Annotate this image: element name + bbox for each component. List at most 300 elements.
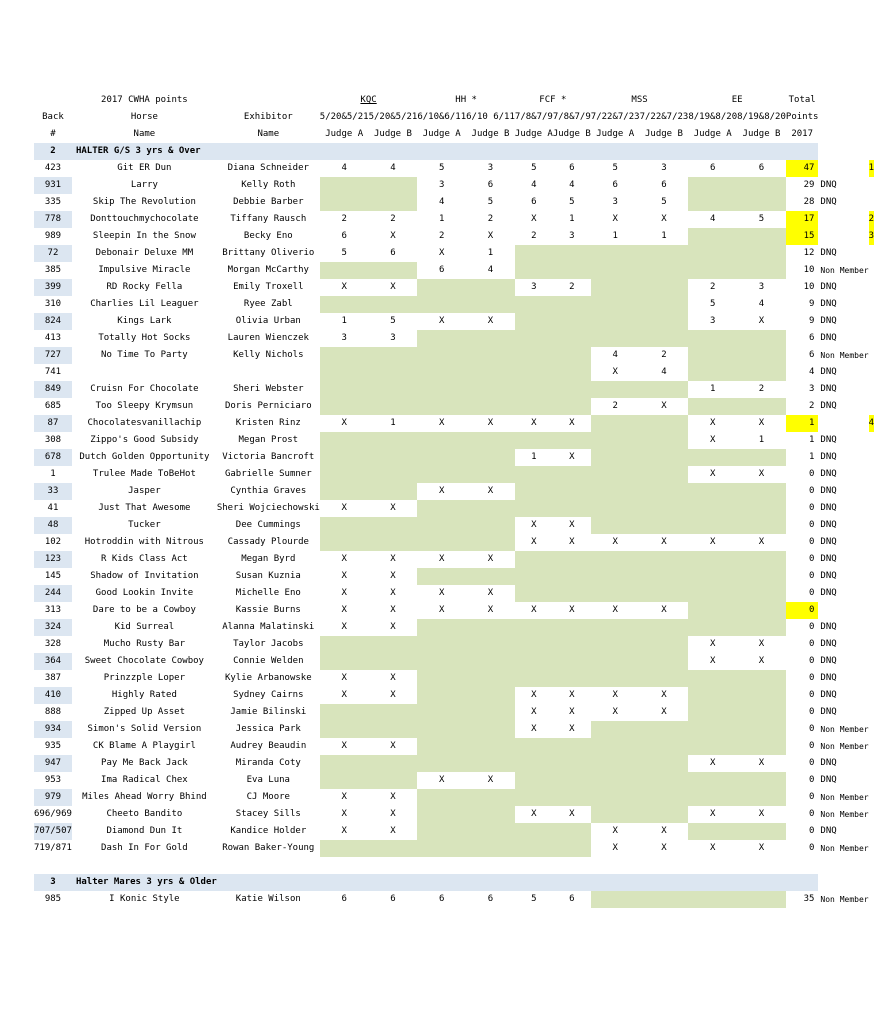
header-cell: EE	[731, 95, 743, 105]
score-cell: 3	[661, 163, 667, 173]
score-cell	[591, 245, 640, 262]
score-cell	[515, 381, 553, 398]
rank-cell	[869, 721, 874, 738]
score-cell: 2	[390, 214, 396, 224]
score-cell	[515, 483, 553, 500]
score-cell	[737, 364, 786, 381]
header-row-2	[34, 109, 874, 126]
score-cell	[591, 738, 640, 755]
section-band	[217, 874, 819, 891]
score-cell: 4	[341, 163, 347, 173]
header-cell	[217, 92, 320, 109]
horse-name: R Kids Class Act	[101, 554, 188, 564]
score-cell: X	[390, 809, 396, 819]
score-cell	[553, 262, 591, 279]
score-cell: 3	[612, 197, 618, 207]
total-points: 0	[809, 469, 815, 479]
table-row	[34, 432, 874, 449]
score-cell: X	[531, 809, 537, 819]
score-cell: X	[341, 809, 347, 819]
total-points: 0	[809, 843, 815, 853]
header-cell: 6/10 6/11	[466, 112, 515, 122]
score-cell: X	[612, 690, 618, 700]
score-cell	[640, 245, 689, 262]
back-number: 888	[44, 707, 62, 717]
score-cell: X	[531, 707, 537, 717]
score-cell	[553, 313, 591, 330]
score-cell	[320, 364, 369, 381]
total-points: 15	[786, 228, 819, 245]
score-cell: 1	[569, 214, 575, 224]
score-cell: X	[531, 605, 537, 615]
score-cell: 4	[661, 367, 667, 377]
score-cell: X	[612, 843, 618, 853]
header-row-1	[34, 92, 874, 109]
status-note: DNQ	[820, 826, 837, 836]
total-points: 6	[809, 350, 815, 360]
back-number: 310	[44, 299, 62, 309]
score-cell	[640, 432, 689, 449]
score-cell: 5	[612, 163, 618, 173]
score-cell: X	[710, 758, 716, 768]
total-points: 0	[809, 724, 815, 734]
score-cell	[553, 823, 591, 840]
total-points: 0	[809, 741, 815, 751]
horse-name: Ima Radical Chex	[101, 775, 188, 785]
score-cell: X	[341, 690, 347, 700]
exhibitor-name: Debbie Barber	[233, 197, 304, 207]
score-cell	[553, 432, 591, 449]
score-cell	[688, 585, 737, 602]
table-row	[34, 330, 874, 347]
score-cell: 6	[341, 231, 347, 241]
horse-name: Prinzzple Loper	[103, 673, 186, 683]
score-cell	[591, 653, 640, 670]
rank-cell	[869, 381, 874, 398]
header-cell: 6/10&6/11	[417, 112, 467, 122]
score-cell	[688, 449, 737, 466]
rank-cell	[869, 670, 874, 687]
score-cell	[417, 347, 466, 364]
score-cell	[591, 585, 640, 602]
score-cell: 3	[531, 282, 537, 292]
score-cell	[466, 330, 515, 347]
score-cell	[417, 381, 466, 398]
score-cell	[466, 636, 515, 653]
status-note: Non Member	[820, 351, 869, 360]
section-number: 3	[34, 874, 72, 891]
score-cell	[591, 568, 640, 585]
rank-cell	[869, 279, 874, 296]
score-cell	[688, 789, 737, 806]
status-note: DNQ	[820, 282, 837, 292]
rank-cell	[869, 840, 874, 857]
rank-cell	[869, 313, 874, 330]
rank-cell	[869, 432, 874, 449]
score-cell	[553, 670, 591, 687]
back-number: 989	[44, 231, 62, 241]
score-cell	[417, 806, 466, 823]
score-cell: X	[341, 622, 347, 632]
horse-name: Too Sleepy Krymsun	[95, 401, 194, 411]
score-cell	[640, 653, 689, 670]
score-cell: X	[439, 248, 445, 258]
score-cell: 4	[439, 197, 445, 207]
status-note: DNQ	[820, 707, 837, 717]
score-cell: X	[661, 707, 667, 717]
status-note	[818, 228, 868, 245]
score-cell: X	[569, 707, 575, 717]
score-cell: 2	[487, 214, 494, 224]
status-note: DNQ	[820, 469, 837, 479]
score-cell	[369, 466, 418, 483]
score-cell	[553, 636, 591, 653]
score-cell	[320, 398, 369, 415]
horse-name: Hotroddin with Nitrous	[84, 537, 204, 547]
score-cell	[417, 500, 466, 517]
horse-name: Simon's Solid Version	[87, 724, 202, 734]
score-cell	[515, 551, 553, 568]
horse-name: No Time To Party	[101, 350, 188, 360]
total-points: 0	[809, 571, 815, 581]
exhibitor-name: Kylie Arbanowske	[224, 673, 312, 683]
score-cell: 6	[569, 894, 575, 904]
exhibitor-name: Olivia Urban	[235, 316, 301, 326]
score-cell: X	[341, 554, 347, 564]
score-cell	[737, 721, 786, 738]
score-cell	[737, 262, 786, 279]
section-title: HALTER G/S 3 yrs & Over	[72, 143, 217, 160]
header-cell: Judge A	[693, 129, 732, 139]
score-cell	[640, 721, 689, 738]
status-note: Non Member	[820, 810, 869, 819]
section-header-row	[34, 874, 874, 891]
score-cell	[417, 789, 466, 806]
score-cell	[369, 381, 418, 398]
score-cell: 6	[390, 894, 396, 904]
score-cell	[417, 721, 466, 738]
score-cell	[466, 721, 515, 738]
back-number: 33	[34, 483, 72, 500]
horse-name: Zipped Up Asset	[103, 707, 186, 717]
horse-name: Donttouchmychocolate	[90, 214, 199, 224]
score-cell	[320, 432, 369, 449]
score-cell	[640, 415, 689, 432]
score-cell	[369, 840, 418, 857]
score-cell	[369, 534, 418, 551]
score-cell	[515, 262, 553, 279]
status-note	[818, 602, 868, 619]
score-cell	[417, 670, 466, 687]
back-number: 824	[34, 313, 72, 330]
score-cell	[688, 517, 737, 534]
score-cell: X	[710, 639, 716, 649]
rank-cell	[869, 534, 874, 551]
horse-name: Cruisn For Chocolate	[90, 384, 199, 394]
score-cell: X	[487, 775, 494, 785]
status-note: DNQ	[820, 537, 837, 547]
score-cell	[466, 568, 515, 585]
score-cell	[591, 415, 640, 432]
score-cell	[417, 398, 466, 415]
horse-name: Dash In For Gold	[101, 843, 188, 853]
back-number: 364	[34, 653, 72, 670]
score-cell: 2	[661, 350, 667, 360]
score-cell	[737, 228, 786, 245]
table-row	[34, 738, 874, 755]
horse-name: Sleepin In the Snow	[92, 231, 196, 241]
back-number: 707/507	[34, 823, 72, 840]
status-note: DNQ	[820, 775, 837, 785]
score-cell	[553, 245, 591, 262]
back-number: 324	[34, 619, 72, 636]
score-cell	[553, 738, 591, 755]
score-cell	[515, 670, 553, 687]
table-row	[34, 194, 874, 211]
exhibitor-name: Kandice Holder	[230, 826, 307, 836]
horse-name: Sweet Chocolate Cowboy	[84, 656, 204, 666]
horse-name: Good Lookin Invite	[95, 588, 194, 598]
score-cell	[320, 466, 369, 483]
score-cell: X	[487, 316, 494, 326]
rank-cell	[869, 568, 874, 585]
score-cell	[417, 296, 466, 313]
score-cell	[369, 262, 418, 279]
score-cell	[688, 738, 737, 755]
table-row	[34, 211, 874, 228]
header-cell: Name	[257, 129, 280, 139]
back-number: 685	[44, 401, 62, 411]
score-cell: X	[439, 605, 445, 615]
exhibitor-name: Tiffany Rausch	[230, 214, 307, 224]
total-points: 0	[809, 758, 815, 768]
table-row	[34, 602, 874, 619]
score-cell	[466, 517, 515, 534]
score-cell	[591, 449, 640, 466]
score-cell: X	[439, 316, 445, 326]
score-cell	[640, 806, 689, 823]
horse-name: Larry	[130, 180, 158, 190]
score-cell	[515, 653, 553, 670]
table-row	[34, 364, 874, 381]
score-cell	[688, 500, 737, 517]
score-cell: X	[758, 656, 765, 666]
score-cell	[369, 347, 418, 364]
score-cell	[553, 330, 591, 347]
score-cell	[737, 704, 786, 721]
score-cell	[553, 500, 591, 517]
score-cell	[591, 755, 640, 772]
table-row	[34, 704, 874, 721]
score-cell	[737, 398, 786, 415]
score-cell	[591, 619, 640, 636]
score-cell	[417, 466, 466, 483]
total-points: 6	[809, 333, 815, 343]
score-cell	[466, 840, 515, 857]
total-points: 0	[809, 588, 815, 598]
horse-name: Pay Me Back Jack	[101, 758, 188, 768]
score-cell	[369, 364, 418, 381]
status-note: DNQ	[820, 588, 837, 598]
score-cell: X	[390, 622, 396, 632]
score-cell	[591, 891, 640, 908]
header-cell: 7/22&7/23	[590, 112, 640, 122]
score-cell	[515, 840, 553, 857]
header-cell	[34, 92, 72, 109]
exhibitor-name: CJ Moore	[246, 792, 290, 802]
score-cell	[688, 194, 737, 211]
score-cell	[466, 500, 515, 517]
exhibitor-name: Michelle Eno	[235, 588, 301, 598]
score-cell	[553, 789, 591, 806]
total-points: 0	[809, 520, 815, 530]
score-cell	[515, 772, 553, 789]
horse-name: Kings Lark	[117, 316, 172, 326]
score-cell	[515, 585, 553, 602]
score-cell: 4	[758, 299, 765, 309]
score-cell: X	[758, 418, 765, 428]
total-points: 4	[809, 367, 815, 377]
back-number: 410	[34, 687, 72, 704]
score-cell	[369, 517, 418, 534]
score-cell	[515, 466, 553, 483]
rank-cell	[869, 466, 874, 483]
score-cell	[417, 704, 466, 721]
horse-name: Charlies Lil Leaguer	[90, 299, 199, 309]
score-cell: 3	[487, 163, 494, 173]
exhibitor-name: Katie Wilson	[235, 894, 301, 904]
score-cell	[737, 194, 786, 211]
header-cell: 5/20&5/21	[319, 112, 369, 122]
status-note: Non Member	[820, 895, 869, 904]
score-cell: X	[758, 758, 765, 768]
score-cell: X	[661, 843, 667, 853]
score-cell: X	[661, 214, 667, 224]
rank-cell	[869, 636, 874, 653]
rank-cell	[869, 551, 874, 568]
score-cell: 6	[390, 248, 396, 258]
score-cell	[369, 704, 418, 721]
score-cell: X	[612, 537, 618, 547]
total-points: 47	[786, 160, 819, 177]
score-cell: X	[390, 826, 396, 836]
score-cell: X	[341, 571, 347, 581]
score-cell	[688, 551, 737, 568]
header-row-3	[34, 126, 874, 143]
score-cell	[369, 653, 418, 670]
score-cell	[553, 840, 591, 857]
score-cell	[466, 738, 515, 755]
total-points: 28	[803, 197, 815, 207]
score-cell	[688, 347, 737, 364]
score-cell: X	[390, 571, 396, 581]
rank-cell	[869, 500, 874, 517]
table-row	[34, 347, 874, 364]
status-note: DNQ	[820, 401, 837, 411]
score-cell	[553, 381, 591, 398]
header-cell: HH *	[455, 95, 477, 105]
exhibitor-name: Gabrielle Sumner	[224, 469, 312, 479]
score-cell	[640, 517, 689, 534]
score-cell	[417, 330, 466, 347]
back-number: 934	[34, 721, 72, 738]
score-cell: 3	[341, 333, 347, 343]
score-cell: 6	[487, 180, 494, 190]
score-cell	[591, 313, 640, 330]
score-cell	[320, 721, 369, 738]
exhibitor-name: Kelly Roth	[241, 180, 296, 190]
horse-name: Jasper	[128, 486, 161, 496]
horse-name: Cheeto Bandito	[106, 809, 183, 819]
score-cell	[591, 551, 640, 568]
score-cell	[515, 432, 553, 449]
score-cell	[591, 636, 640, 653]
rank-cell	[869, 296, 874, 313]
score-cell	[688, 177, 737, 194]
horse-name: Just That Awesome	[98, 503, 191, 513]
status-note: DNQ	[820, 554, 837, 564]
table-row	[34, 806, 874, 823]
header-cell: Judge B	[644, 129, 683, 139]
score-cell: 5	[390, 316, 396, 326]
status-note: DNQ	[820, 673, 837, 683]
table-row	[34, 415, 874, 432]
score-cell	[320, 517, 369, 534]
score-cell: 5	[710, 299, 716, 309]
score-cell: X	[487, 418, 494, 428]
score-cell	[515, 738, 553, 755]
score-cell	[466, 534, 515, 551]
score-cell	[737, 891, 786, 908]
score-cell	[640, 500, 689, 517]
back-number: 678	[34, 449, 72, 466]
score-cell	[466, 619, 515, 636]
score-cell	[737, 245, 786, 262]
score-cell	[553, 466, 591, 483]
exhibitor-name: Brittany Oliverio	[222, 248, 315, 258]
score-cell	[737, 568, 786, 585]
score-cell	[737, 789, 786, 806]
score-cell: X	[341, 418, 347, 428]
score-cell	[688, 483, 737, 500]
total-points: 12	[803, 248, 815, 258]
score-cell	[737, 500, 786, 517]
total-points: 0	[809, 537, 815, 547]
total-points: 0	[809, 690, 815, 700]
table-row	[34, 449, 874, 466]
score-cell	[320, 381, 369, 398]
exhibitor-name: Kristen Rinz	[235, 418, 301, 428]
status-note: DNQ	[820, 656, 837, 666]
score-cell	[466, 279, 515, 296]
rank-cell	[869, 364, 874, 381]
score-cell: 6	[569, 163, 575, 173]
score-cell	[369, 432, 418, 449]
score-cell	[640, 789, 689, 806]
score-cell	[640, 449, 689, 466]
table-row	[34, 160, 874, 177]
score-cell	[369, 177, 418, 194]
horse-name: Kid Surreal	[114, 622, 175, 632]
status-note: DNQ	[820, 486, 837, 496]
score-cell: 1	[661, 231, 667, 241]
score-cell	[320, 194, 369, 211]
horse-name: CK Blame A Playgirl	[92, 741, 196, 751]
score-cell: 2	[569, 282, 575, 292]
rank-cell	[869, 755, 874, 772]
total-points: 0	[809, 554, 815, 564]
status-note: DNQ	[820, 622, 837, 632]
